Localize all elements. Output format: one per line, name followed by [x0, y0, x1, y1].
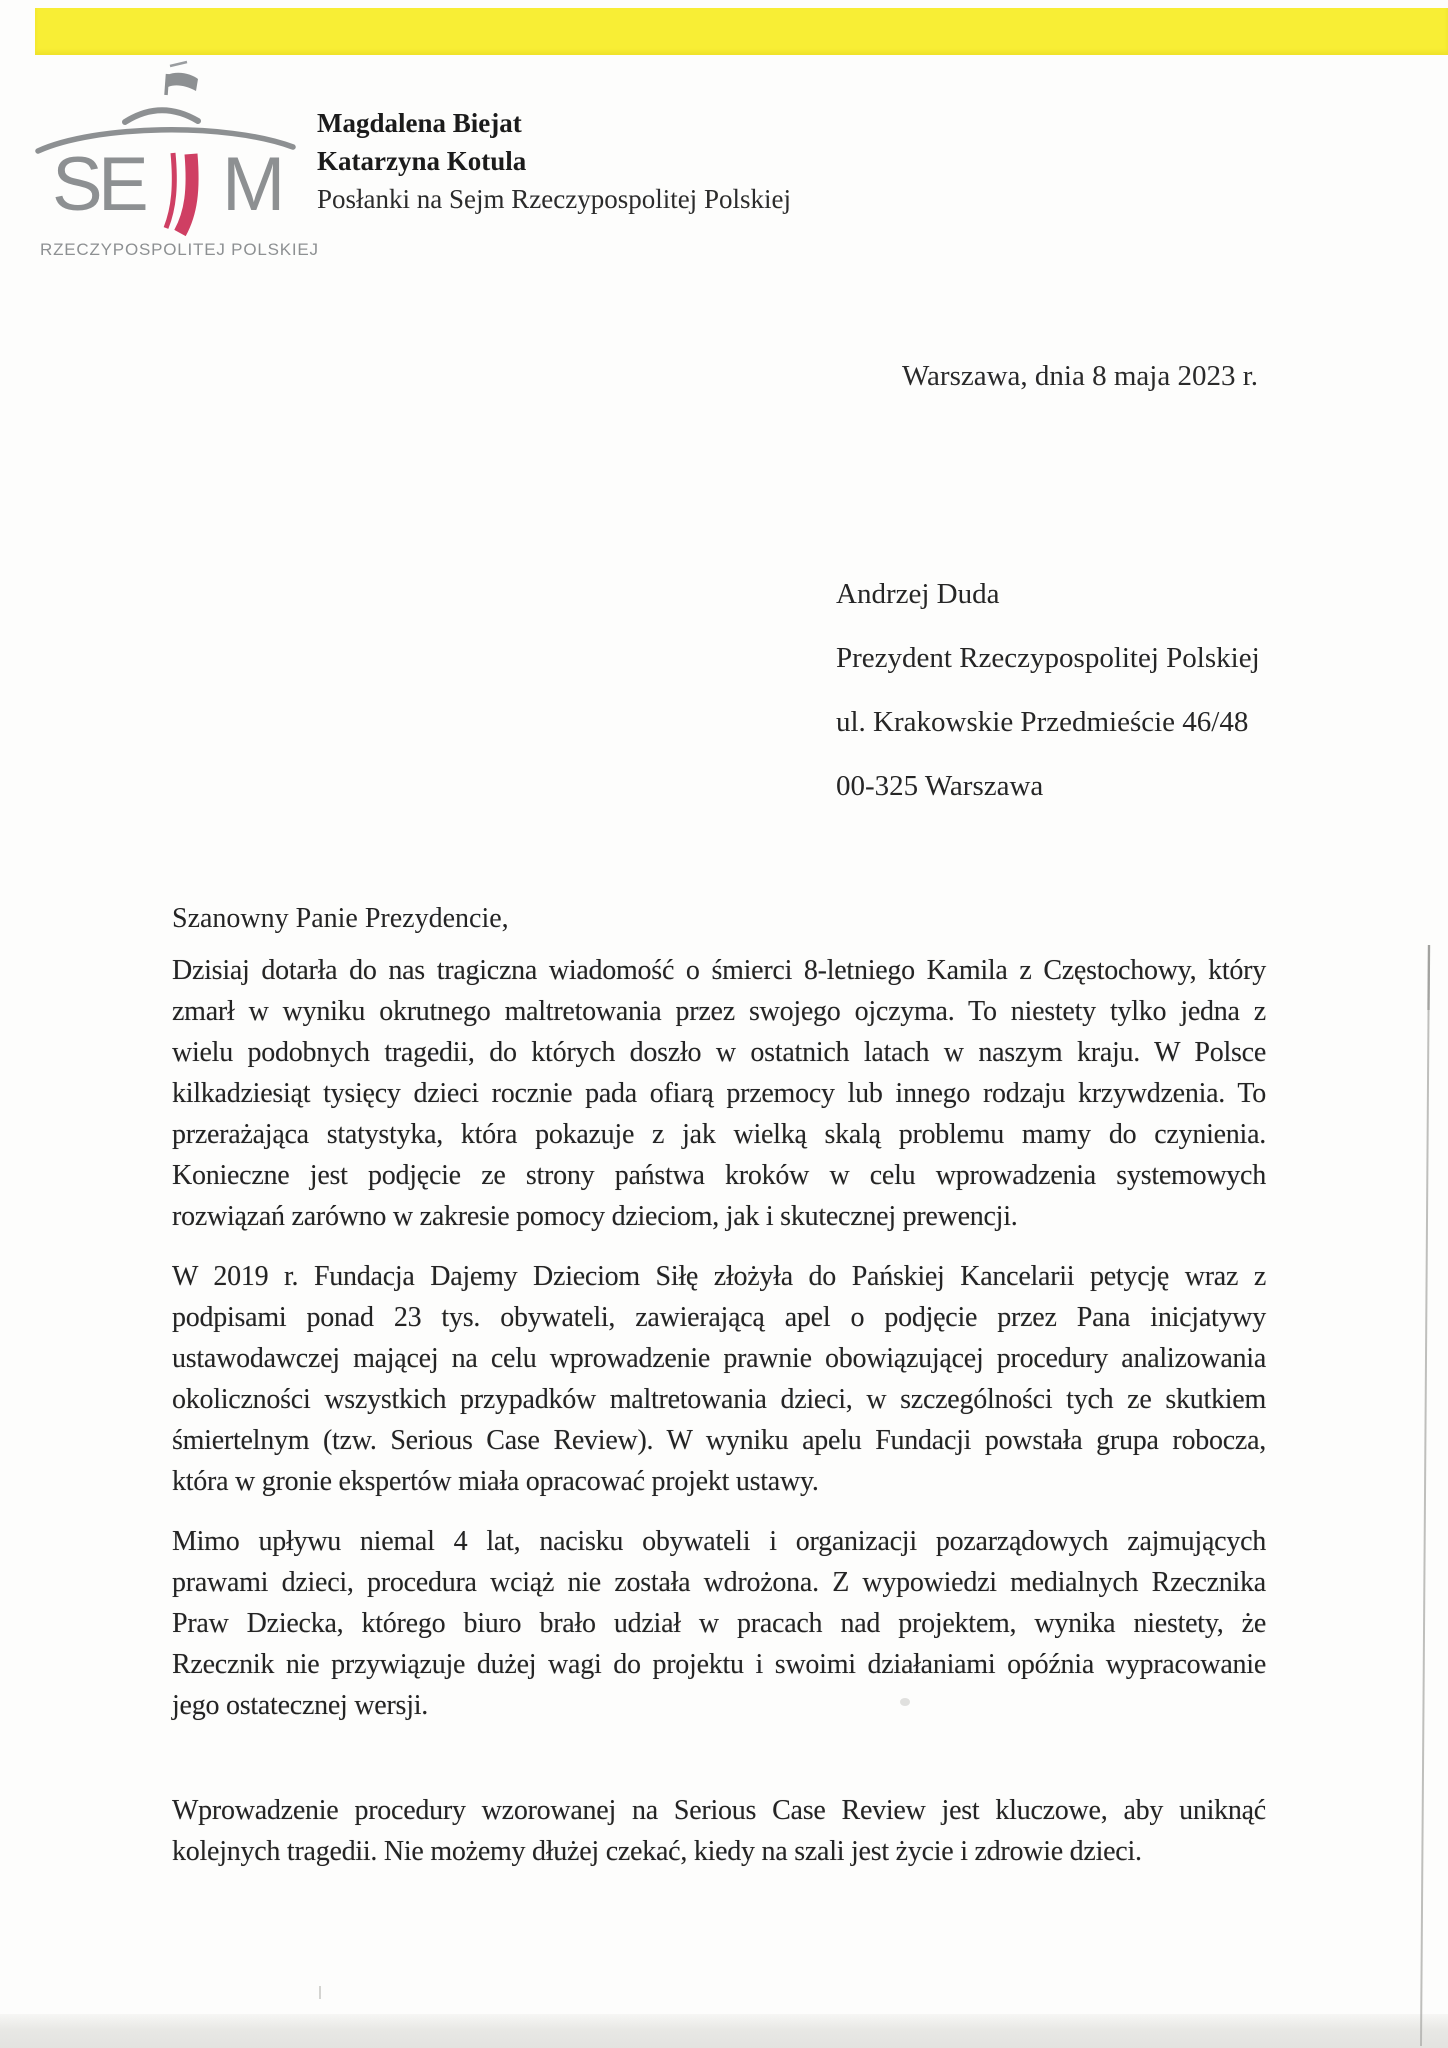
text-line: Wprowadzenie procedury wzorowanej na Serious Case Review jest kluczowe, aby uniknąć: [172, 1795, 1266, 1826]
text-line: jego ostatecznej wersji.: [172, 1690, 429, 1721]
text-line: podpisami ponad 23 tys. obywateli, zawierającą apel o podjęcie przez Pana inicjatywy: [172, 1302, 1266, 1333]
flag-dash-icon: [170, 62, 187, 66]
dome-small-arc: [125, 110, 198, 122]
logo-subtitle: RZECZYPOSPOLITEJ POLSKIEJ: [40, 240, 319, 259]
body-paragraph-2: [172, 1261, 1266, 1507]
bottom-scan-strip: [0, 2014, 1448, 2048]
logo-letter-j-thin-stripe: [166, 153, 174, 228]
logo-letter-s: S: [52, 142, 103, 227]
dateline: Warszawa, dnia 8 maja 2023 r.: [902, 360, 1259, 392]
top-highlight-bar: [35, 8, 1448, 55]
sender-role: Posłanki na Sejm Rzeczypospolitej Polskiej: [317, 184, 791, 214]
body-paragraph-4: [172, 1795, 1266, 1877]
text-line: ul. Krakowskie Przedmieście 46/48: [836, 706, 1249, 738]
text-line: Mimo upływu niemal 4 lat, nacisku obywateli i organizacji pozarządowych zajmujących: [172, 1526, 1266, 1557]
text-line: Rzecznik nie przywiązuje dużej wagi do projektu i swoimi działaniami opóźnia wypracowanie: [172, 1649, 1266, 1680]
text-line: Konieczne jest podjęcie ze strony państwa kroków w celu wprowadzenia systemowych: [172, 1160, 1266, 1191]
text-line: wielu podobnych tragedii, do których doszło w ostatnich latach w naszym kraju. W Polsce: [172, 1037, 1266, 1068]
logo-letter-e: E: [98, 142, 149, 227]
text-line: Praw Dziecka, którego biuro brało udział w pracach nad projektem, wynika niestety, że: [172, 1608, 1266, 1639]
text-line: kolejnych tragedii. Nie możemy dłużej czekać, kiedy na szali jest życie i zdrowie dzieci.: [172, 1836, 1142, 1867]
logo-letter-m: M: [222, 142, 286, 227]
text-line: zmarł w wyniku okrutnego maltretowania przez swojego ojczyma. To niestety tylko jedna z: [172, 996, 1266, 1027]
sejm-logo: [20, 50, 320, 270]
sender-block: [317, 104, 877, 218]
text-line: Dzisiaj dotarła do nas tragiczna wiadomość o śmierci 8-letniego Kamila z Częstochowy, który: [172, 955, 1266, 986]
text-line: która w gronie ekspertów miała opracować projekt ustawy.: [172, 1466, 819, 1497]
body-paragraph-3: [172, 1526, 1266, 1731]
body-paragraph-1: [172, 955, 1266, 1242]
scan-speck-2: [319, 1986, 321, 1999]
text-line: przerażająca statystyka, która pokazuje z jak wielką skalą problemu mamy do czynienia.: [172, 1119, 1266, 1150]
logo-letter-j: [180, 154, 192, 233]
sender-name-2: Katarzyna Kotula: [317, 146, 527, 176]
text-line: ustawodawczej mającej na celu wprowadzenie prawnie obowiązującej procedury analizowania: [172, 1343, 1266, 1374]
text-line: kilkadziesiąt tysięcy dzieci rocznie pada ofiarą przemocy lub innego rodzaju krzywdzenia. To: [172, 1078, 1266, 1109]
text-line: Prezydent Rzeczypospolitej Polskiej: [836, 642, 1260, 674]
text-line: okoliczności wszystkich przypadków maltretowania dzieci, w szczególności tych ze skutkiem: [172, 1384, 1266, 1415]
text-line: prawami dzieci, procedura wciąż nie została wdrożona. Z wypowiedzi medialnych Rzecznika: [172, 1567, 1266, 1598]
sejm-dome-icon: [20, 50, 320, 270]
text-line: rozwiązań zarówno w zakresie pomocy dzieciom, jak i skutecznej prewencji.: [172, 1201, 1018, 1232]
text-line: śmiertelnym (tzw. Serious Case Review). W wyniku apelu Fundacji powstała grupa robocza,: [172, 1425, 1266, 1456]
text-line: 00-325 Warszawa: [836, 770, 1044, 802]
flag-icon: [167, 73, 198, 91]
salutation: Szanowny Panie Prezydencie,: [172, 903, 509, 934]
sender-name-1: Magdalena Biejat: [317, 108, 522, 138]
scan-edge-line: [1421, 945, 1429, 2046]
scan-edge-line-dark: [1429, 945, 1430, 1010]
recipient-block: [836, 578, 1356, 834]
text-line: Andrzej Duda: [836, 578, 1000, 610]
text-line: W 2019 r. Fundacja Dajemy Dzieciom Siłę złożyła do Pańskiej Kancelarii petycję wraz z: [172, 1261, 1266, 1292]
